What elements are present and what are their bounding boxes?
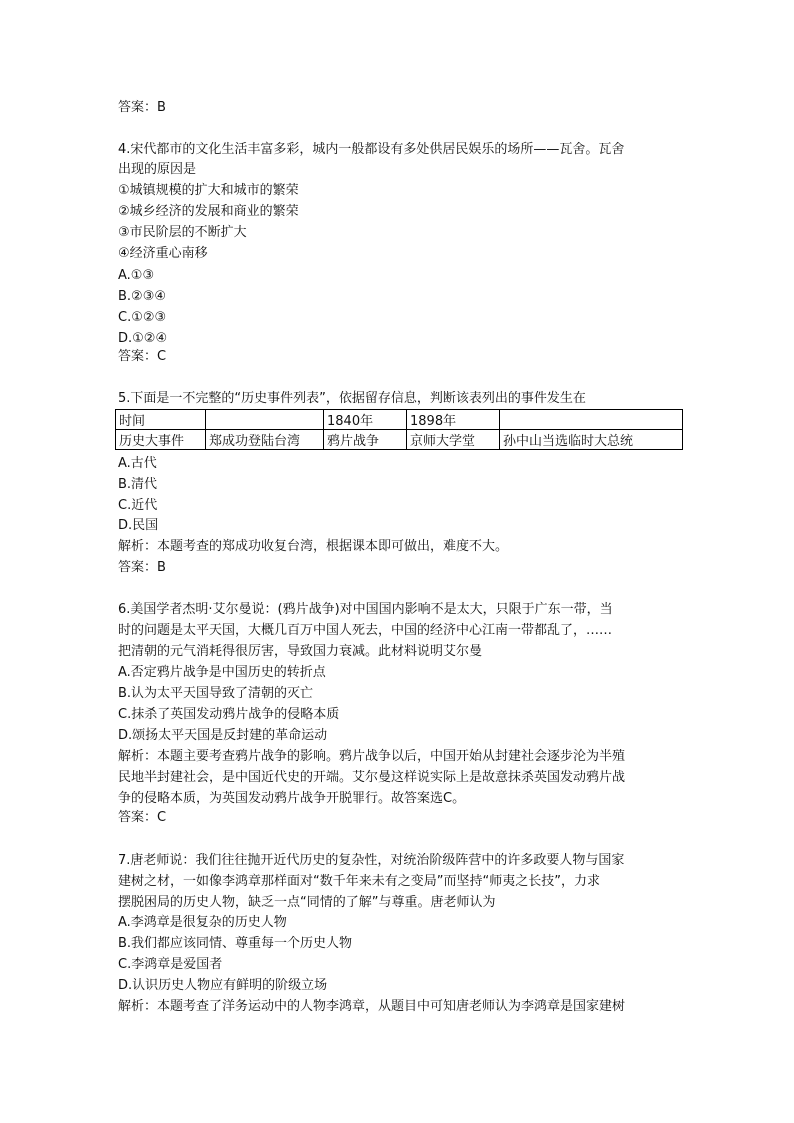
q7-stem-line-1: 7.唐老师说：我们往往抛开近代历史的复杂性，对统治阶级阵营中的许多政要人物与国家 xyxy=(118,853,625,868)
q4-item-1: ①城镇规模的扩大和城市的繁荣 xyxy=(118,183,299,198)
q6-stem-line-3: 把清朝的元气消耗得很厉害，导致国力衰减。此材料说明艾尔曼 xyxy=(118,644,483,659)
table-cell xyxy=(206,410,324,430)
table-cell: 1898年 xyxy=(407,410,500,430)
table-cell: 1840年 xyxy=(324,410,407,430)
q7-option-d: D.认识历史人物应有鲜明的阶级立场 xyxy=(118,978,328,993)
q5-analysis: 解析：本题考查的郑成功收复台湾，根据课本即可做出，难度不大。 xyxy=(118,539,509,554)
q4-option-b: B.②③④ xyxy=(118,289,167,304)
answer-q5: 答案：B xyxy=(118,560,166,575)
q4-item-4: ④经济重心南移 xyxy=(118,246,208,261)
q4-option-d: D.①②④ xyxy=(118,331,168,346)
table-cell: 历史大事件 xyxy=(116,430,206,450)
table-cell xyxy=(500,410,683,430)
q7-option-a: A.李鸿章是很复杂的历史人物 xyxy=(118,915,287,930)
history-event-table xyxy=(115,409,683,450)
q6-analysis-line-3: 争的侵略本质，为英国发动鸦片战争开脱罪行。故答案选C。 xyxy=(118,791,466,806)
q5-stem: 5.下面是一不完整的“历史事件列表”，依据留存信息，判断该表列出的事件发生在 xyxy=(118,391,586,406)
q4-stem-line-1: 4.宋代都市的文化生活丰富多彩，城内一般都设有多处供居民娱乐的场所——瓦舍。瓦舍 xyxy=(118,142,625,157)
answer-q4: 答案：C xyxy=(118,349,167,364)
answer-q3: 答案：B xyxy=(118,100,166,115)
q6-option-d: D.颂扬太平天国是反封建的革命运动 xyxy=(118,728,328,743)
q5-option-c: C.近代 xyxy=(118,498,158,513)
q6-stem-line-2: 时的问题是太平天国，大概几百万中国人死去，中国的经济中心江南一带都乱了，…… xyxy=(118,623,613,638)
q7-option-b: B.我们都应该同情、尊重每一个历史人物 xyxy=(118,936,353,951)
q7-stem-line-3: 摆脱困局的历史人物，缺乏一点“同情的了解”与尊重。唐老师认为 xyxy=(118,895,496,910)
q6-option-a: A.否定鸦片战争是中国历史的转折点 xyxy=(118,665,326,680)
q6-analysis-line-1: 解析：本题主要考查鸦片战争的影响。鸦片战争以后，中国开始从封建社会逐步沦为半殖 xyxy=(118,749,626,764)
q4-stem-line-2: 出现的原因是 xyxy=(118,162,197,177)
q6-analysis-line-2: 民地半封建社会，是中国近代史的开端。艾尔曼这样说实际上是故意抹杀英国发动鸦片战 xyxy=(118,770,626,785)
q7-stem-line-2: 建树之材，一如像李鸿章那样面对“数千年来未有之变局”而坚持“师夷之长技”，力求 xyxy=(118,874,600,889)
table-cell: 郑成功登陆台湾 xyxy=(206,430,324,450)
answer-q6: 答案：C xyxy=(118,810,167,825)
table-cell: 时间 xyxy=(116,410,206,430)
q7-option-c: C.李鸿章是爱国者 xyxy=(118,957,223,972)
q7-analysis-line-1: 解析：本题考查了洋务运动中的人物李鸿章，从题目中可知唐老师认为李鸿章是国家建树 xyxy=(118,999,626,1014)
q6-option-c: C.抹杀了英国发动鸦片战争的侵略本质 xyxy=(118,707,340,722)
table-cell: 鸦片战争 xyxy=(324,430,407,450)
table-cell: 孙中山当选临时大总统 xyxy=(500,430,683,450)
q5-option-a: A.古代 xyxy=(118,456,157,471)
q4-option-c: C.①②③ xyxy=(118,310,167,325)
q6-stem-line-1: 6.美国学者杰明·艾尔曼说：(鸦片战争)对中国国内影响不是太大，只限于广东一带，当 xyxy=(118,602,613,617)
table-row xyxy=(116,430,683,450)
q4-item-2: ②城乡经济的发展和商业的繁荣 xyxy=(118,204,299,219)
q6-option-b: B.认为太平天国导致了清朝的灭亡 xyxy=(118,686,314,701)
table-cell: 京师大学堂 xyxy=(407,430,500,450)
table-row xyxy=(116,410,683,430)
q5-option-b: B.清代 xyxy=(118,477,158,492)
q4-option-a: A.①③ xyxy=(118,268,155,283)
q5-option-d: D.民国 xyxy=(118,518,159,533)
q4-item-3: ③市民阶层的不断扩大 xyxy=(118,225,247,240)
